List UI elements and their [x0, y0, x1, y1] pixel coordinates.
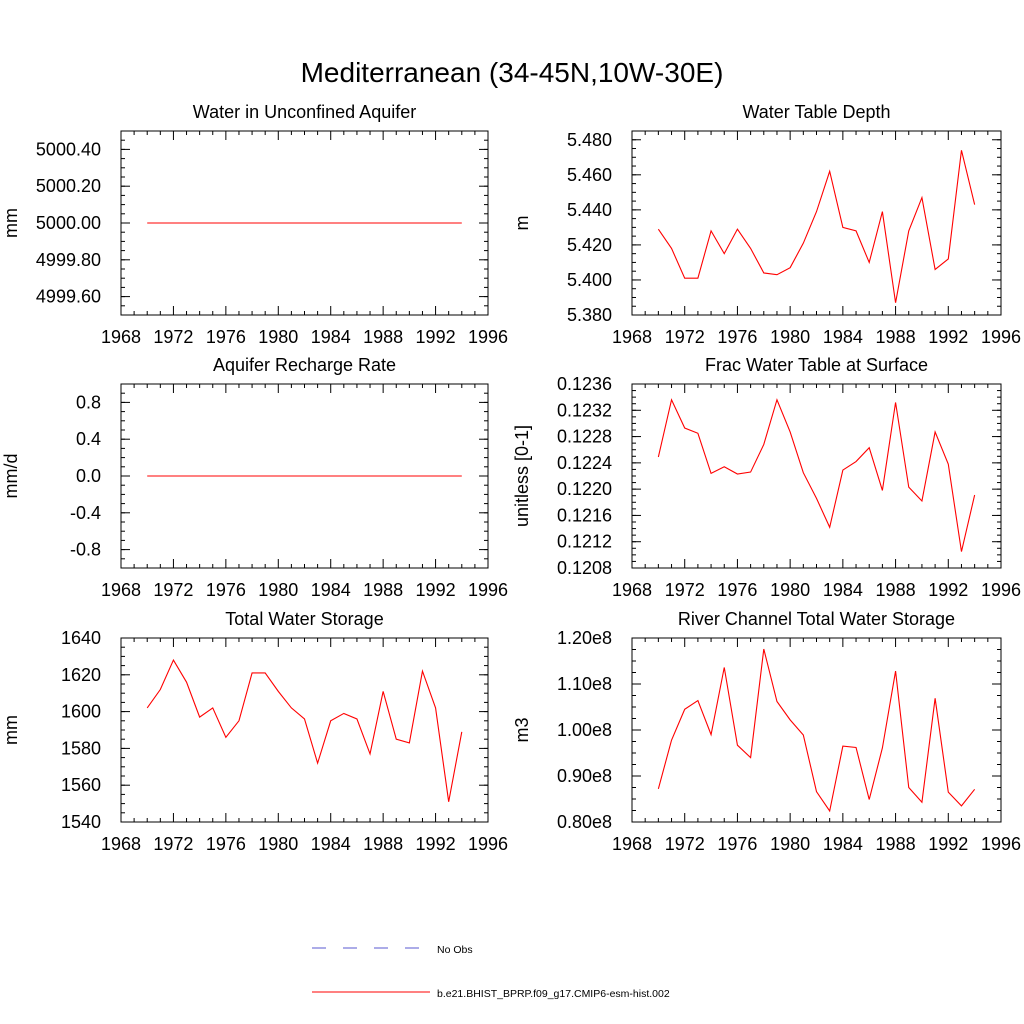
y-tick-label: 5.460 [566, 164, 612, 185]
x-tick-label: 1984 [822, 327, 863, 347]
x-tick-label: 1980 [258, 834, 299, 854]
x-tick-label: 1984 [310, 834, 351, 854]
x-tick-label: 1992 [415, 327, 456, 347]
plot-frame [632, 131, 1001, 315]
series-line [658, 400, 974, 552]
x-tick-label: 1984 [310, 580, 351, 600]
y-axis-label: unitless [0-1] [512, 424, 532, 528]
x-tick-label: 1968 [100, 580, 142, 600]
x-tick-label: 1992 [415, 580, 456, 600]
x-tick-label: 1980 [258, 327, 299, 347]
y-tick-label: 0.1224 [556, 452, 612, 473]
x-tick-label: 1972 [664, 834, 705, 854]
x-tick-label: 1996 [980, 580, 1022, 600]
y-tick-label: -0.4 [69, 502, 101, 523]
x-tick-label: 1988 [363, 580, 404, 600]
x-tick-label: 1980 [770, 580, 811, 600]
panel-5 [1, 609, 508, 854]
panel-title: River Channel Total Water Storage [677, 609, 956, 629]
y-tick-label: 0.8 [75, 392, 101, 413]
x-tick-label: 1992 [928, 327, 969, 347]
plot-frame [121, 638, 488, 822]
plot-frame [632, 638, 1001, 822]
series-line [658, 150, 974, 302]
x-tick-label: 1988 [875, 834, 916, 854]
x-tick-label: 1984 [310, 327, 351, 347]
y-tick-label: 1560 [60, 775, 101, 796]
y-tick-label: 0.80e8 [556, 812, 612, 832]
y-axis-label: mm [1, 208, 21, 238]
panel-4 [512, 355, 1021, 600]
x-tick-label: 1972 [153, 834, 194, 854]
x-tick-label: 1996 [467, 327, 509, 347]
x-tick-label: 1996 [980, 834, 1022, 854]
panels [1, 102, 1021, 854]
panel-title: Water Table Depth [742, 102, 891, 122]
x-tick-label: 1996 [980, 327, 1022, 347]
x-tick-label: 1968 [611, 580, 653, 600]
panel-title: Water in Unconfined Aquifer [192, 102, 417, 122]
y-tick-label: 1540 [60, 812, 101, 832]
y-tick-label: 5.400 [566, 269, 612, 290]
x-tick-label: 1984 [822, 580, 863, 600]
x-tick-label: 1976 [205, 834, 246, 854]
y-tick-label: 5000.40 [35, 139, 101, 160]
x-tick-label: 1968 [611, 327, 653, 347]
y-axis-label: mm [1, 715, 21, 745]
legend-entry-2 [312, 988, 670, 1000]
y-tick-label: 0.4 [75, 429, 101, 450]
plot-frame [632, 384, 1001, 568]
y-tick-label: 1640 [60, 628, 101, 648]
x-tick-label: 1980 [258, 580, 299, 600]
figure-title: Mediterranean (34-45N,10W-30E) [300, 57, 724, 88]
legend [312, 944, 670, 1000]
legend-label: b.e21.BHIST_BPRP.f09_g17.CMIP6-esm-hist.002 [437, 988, 670, 1000]
x-tick-label: 1972 [664, 327, 705, 347]
y-tick-label: 0.1236 [556, 374, 612, 394]
y-axis-label: m [512, 215, 532, 231]
panel-title: Aquifer Recharge Rate [212, 355, 397, 375]
y-tick-label: 4999.60 [35, 286, 101, 307]
y-tick-label: 0.1228 [556, 426, 612, 447]
x-tick-label: 1976 [205, 327, 246, 347]
y-tick-label: 4999.80 [35, 249, 101, 270]
y-tick-label: 5000.00 [35, 213, 101, 233]
x-tick-label: 1972 [664, 580, 705, 600]
series-line [658, 649, 974, 811]
x-tick-label: 1976 [717, 580, 758, 600]
x-tick-label: 1992 [928, 834, 969, 854]
x-tick-label: 1984 [822, 834, 863, 854]
y-tick-label: 1580 [60, 738, 101, 759]
y-tick-label: 5.440 [566, 199, 612, 220]
y-tick-label: 0.90e8 [556, 766, 612, 786]
y-tick-label: 5.480 [566, 129, 612, 150]
y-tick-label: 1.00e8 [556, 720, 612, 740]
y-tick-label: 5.380 [566, 305, 612, 325]
x-tick-label: 1988 [363, 327, 404, 347]
x-tick-label: 1988 [875, 580, 916, 600]
x-tick-label: 1976 [205, 580, 246, 600]
x-tick-label: 1992 [928, 580, 969, 600]
y-tick-label: 1600 [60, 701, 101, 722]
y-tick-label: 0.1220 [556, 479, 612, 500]
panel-6 [512, 609, 1021, 854]
x-tick-label: 1968 [611, 834, 653, 854]
x-tick-label: 1980 [770, 327, 811, 347]
y-axis-label: m3 [512, 717, 532, 743]
y-tick-label: -0.8 [69, 539, 101, 560]
panel-3 [1, 355, 508, 600]
y-tick-label: 0.0 [75, 466, 101, 486]
y-tick-label: 0.1212 [556, 531, 612, 552]
panel-2 [512, 102, 1021, 347]
y-tick-label: 0.1208 [556, 558, 612, 578]
x-tick-label: 1968 [100, 834, 142, 854]
y-tick-label: 5000.20 [35, 176, 101, 197]
x-tick-label: 1988 [363, 834, 404, 854]
legend-label: No Obs [437, 944, 473, 956]
y-tick-label: 1.10e8 [556, 674, 612, 694]
x-tick-label: 1972 [153, 327, 194, 347]
x-tick-label: 1976 [717, 834, 758, 854]
x-tick-label: 1968 [100, 327, 142, 347]
legend-entry-1 [312, 944, 473, 956]
y-tick-label: 1.20e8 [556, 628, 612, 648]
x-tick-label: 1976 [717, 327, 758, 347]
x-tick-label: 1996 [467, 834, 509, 854]
y-tick-label: 5.420 [566, 234, 612, 255]
series-line [147, 660, 462, 802]
panel-title: Frac Water Table at Surface [704, 355, 929, 375]
y-tick-label: 1620 [60, 664, 101, 685]
y-tick-label: 0.1216 [556, 505, 612, 526]
y-tick-label: 0.1232 [556, 400, 612, 421]
panel-1 [1, 102, 508, 347]
x-tick-label: 1996 [467, 580, 509, 600]
panel-title: Total Water Storage [225, 609, 384, 629]
x-tick-label: 1972 [153, 580, 194, 600]
x-tick-label: 1988 [875, 327, 916, 347]
y-axis-label: mm/d [1, 453, 21, 499]
x-tick-label: 1992 [415, 834, 456, 854]
x-tick-label: 1980 [770, 834, 811, 854]
